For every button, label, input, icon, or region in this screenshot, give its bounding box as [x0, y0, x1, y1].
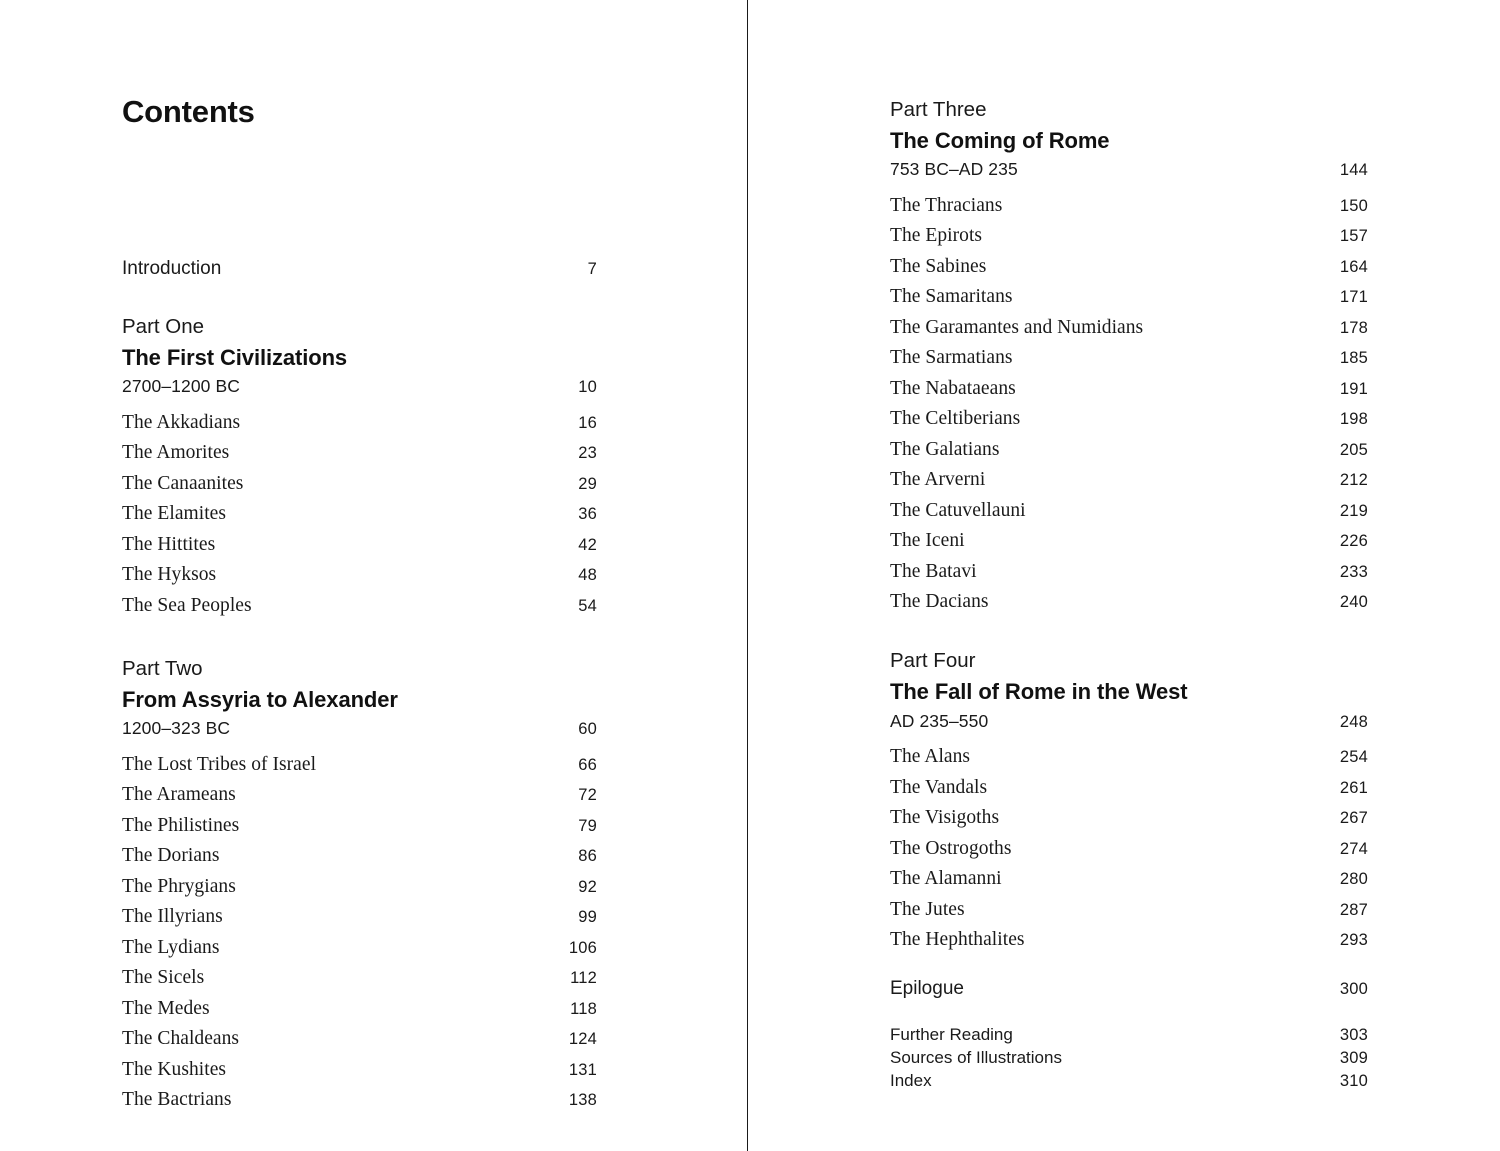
- part-block-three: [890, 96, 1500, 613]
- toc-chapter-label: The Jutes: [890, 898, 965, 920]
- toc-chapter-row[interactable]: [122, 967, 597, 989]
- toc-entry-introduction[interactable]: [122, 258, 597, 280]
- toc-chapter-row[interactable]: [890, 256, 1368, 278]
- toc-entry-sources-of-illustrations[interactable]: [890, 1048, 1368, 1068]
- toc-chapter-page: 157: [1339, 227, 1368, 246]
- toc-chapter-page: 42: [578, 535, 597, 554]
- toc-chapter-row[interactable]: [890, 195, 1368, 217]
- toc-chapter-page: 54: [578, 596, 597, 615]
- toc-chapter-row[interactable]: [122, 845, 597, 867]
- toc-chapter-label: The Lydians: [122, 936, 220, 958]
- toc-chapter-row[interactable]: [890, 378, 1368, 400]
- part-title[interactable]: The First Civilizations: [122, 344, 348, 370]
- part-kicker: Part One: [122, 315, 205, 338]
- toc-chapter-label: The Sea Peoples: [122, 594, 252, 616]
- toc-chapter-page: 205: [1339, 440, 1368, 459]
- toc-chapter-page: 219: [1339, 501, 1368, 520]
- toc-chapter-page: 233: [1339, 562, 1368, 581]
- part-title[interactable]: From Assyria to Alexander: [122, 686, 398, 712]
- toc-chapter-label: The Thracians: [890, 194, 1003, 216]
- toc-chapter-row[interactable]: [122, 1089, 597, 1111]
- toc-chapter-page: 106: [568, 938, 597, 957]
- toc-chapter-page: 185: [1339, 349, 1368, 368]
- toc-chapter-page: 171: [1339, 288, 1368, 307]
- toc-entry-further-reading[interactable]: [890, 1025, 1368, 1045]
- toc-entry-page: 303: [1339, 1026, 1368, 1045]
- part-block-two: [122, 655, 747, 1111]
- toc-chapter-label: The Nabataeans: [890, 377, 1016, 399]
- toc-chapter-page: 23: [578, 444, 597, 463]
- toc-chapter-label: The Hyksos: [122, 564, 217, 586]
- toc-chapter-row[interactable]: [890, 439, 1368, 461]
- toc-chapter-row[interactable]: [890, 317, 1368, 339]
- toc-chapter-row[interactable]: [122, 412, 597, 434]
- toc-chapter-label: The Garamantes and Numidians: [890, 316, 1144, 338]
- part-dates-label: AD 235–550: [890, 710, 989, 731]
- toc-chapter-row[interactable]: [890, 777, 1368, 799]
- toc-chapter-page: 287: [1339, 900, 1368, 919]
- toc-chapter-page: 99: [578, 908, 597, 927]
- toc-chapter-row[interactable]: [890, 408, 1368, 430]
- part-title[interactable]: The Fall of Rome in the West: [890, 679, 1188, 705]
- toc-entry-label: Sources of Illustrations: [890, 1048, 1062, 1068]
- part-block-one: [122, 313, 747, 617]
- part-dates-row[interactable]: [122, 376, 597, 397]
- part-kicker: Part Two: [122, 656, 203, 680]
- toc-chapter-label: The Canaanites: [122, 472, 244, 494]
- part-dates-row[interactable]: [890, 711, 1368, 732]
- toc-chapter-label: The Bactrians: [122, 1089, 232, 1111]
- toc-chapter-label: The Celtiberians: [890, 408, 1021, 430]
- toc-chapter-label: The Alamanni: [890, 868, 1002, 890]
- part-dates-page: 10: [578, 378, 597, 397]
- toc-chapter-page: 267: [1339, 809, 1368, 828]
- toc-entry-epilogue[interactable]: [890, 978, 1368, 1000]
- toc-chapter-page: 226: [1339, 532, 1368, 551]
- toc-chapter-row[interactable]: [122, 876, 597, 898]
- part-dates-page: 248: [1339, 712, 1368, 731]
- toc-chapter-page: 124: [568, 1030, 597, 1049]
- toc-chapter-page: 66: [578, 755, 597, 774]
- toc-chapter-label: The Illyrians: [122, 906, 223, 928]
- toc-chapter-row[interactable]: [122, 442, 597, 464]
- toc-chapter-label: The Lost Tribes of Israel: [122, 753, 317, 775]
- toc-chapter-label: The Galatians: [890, 438, 1000, 460]
- toc-chapter-row[interactable]: [122, 815, 597, 837]
- toc-chapter-label: The Vandals: [890, 776, 988, 798]
- toc-chapter-page: 79: [578, 816, 597, 835]
- toc-chapter-row[interactable]: [122, 906, 597, 928]
- toc-entry-label: Epilogue: [890, 978, 964, 1000]
- toc-chapter-row[interactable]: [890, 225, 1368, 247]
- toc-chapter-page: 191: [1339, 379, 1368, 398]
- toc-chapter-page: 118: [570, 999, 597, 1018]
- toc-chapter-label: The Phrygians: [122, 875, 236, 897]
- right-page: [748, 0, 1500, 1151]
- toc-entry-label: Introduction: [122, 258, 222, 279]
- toc-chapter-label: The Philistines: [122, 814, 240, 836]
- toc-chapter-page: 164: [1339, 257, 1368, 276]
- toc-chapter-label: The Iceni: [890, 530, 965, 552]
- toc-chapter-page: 274: [1339, 839, 1368, 858]
- toc-chapter-page: 280: [1339, 870, 1368, 889]
- toc-chapter-label: The Sicels: [122, 967, 205, 989]
- toc-entry-label: Index: [890, 1071, 932, 1091]
- toc-entry-page: 7: [587, 260, 597, 278]
- toc-chapter-label: The Ostrogoths: [890, 837, 1012, 859]
- toc-chapter-page: 240: [1339, 593, 1368, 612]
- toc-chapter-page: 112: [570, 969, 597, 988]
- toc-chapter-page: 261: [1339, 778, 1368, 797]
- part-dates-page: 60: [578, 720, 597, 739]
- toc-chapter-row[interactable]: [890, 469, 1368, 491]
- toc-chapter-label: The Arameans: [122, 784, 236, 806]
- toc-chapter-page: 138: [568, 1091, 597, 1110]
- toc-chapter-row[interactable]: [122, 1028, 597, 1050]
- toc-chapter-label: The Dacians: [890, 591, 989, 613]
- part-block-four: [890, 647, 1500, 951]
- toc-entry-page: 310: [1339, 1072, 1368, 1091]
- backmatter-list: [890, 1025, 1500, 1091]
- left-page: [0, 0, 748, 1151]
- part-dates-page: 144: [1339, 161, 1368, 180]
- toc-chapter-page: 72: [578, 786, 597, 805]
- part-dates-label: 1200–323 BC: [122, 718, 231, 739]
- toc-entry-index[interactable]: [890, 1071, 1368, 1091]
- toc-chapter-page: 178: [1339, 318, 1368, 337]
- toc-chapter-label: The Amorites: [122, 442, 230, 464]
- toc-chapter-label: The Elamites: [122, 503, 227, 525]
- toc-chapter-row[interactable]: [890, 591, 1368, 613]
- toc-chapter-row[interactable]: [890, 561, 1368, 583]
- part-title[interactable]: The Coming of Rome: [890, 127, 1110, 153]
- toc-chapter-row[interactable]: [890, 838, 1368, 860]
- toc-chapter-row[interactable]: [890, 929, 1368, 951]
- toc-chapter-label: The Hittites: [122, 533, 216, 555]
- toc-chapter-label: The Chaldeans: [122, 1028, 240, 1050]
- toc-chapter-label: The Hephthalites: [890, 929, 1025, 951]
- toc-entry-label: Further Reading: [890, 1025, 1013, 1045]
- part-dates-row[interactable]: [890, 159, 1368, 180]
- toc-chapter-label: The Kushites: [122, 1058, 227, 1080]
- toc-chapter-row[interactable]: [890, 347, 1368, 369]
- toc-chapter-page: 198: [1339, 410, 1368, 429]
- part-kicker: Part Three: [890, 98, 987, 121]
- toc-chapter-page: 293: [1339, 931, 1368, 950]
- toc-chapter-row[interactable]: [122, 1059, 597, 1081]
- toc-chapter-page: 16: [578, 413, 597, 432]
- toc-chapter-label: The Samaritans: [890, 286, 1013, 308]
- toc-chapter-page: 254: [1339, 748, 1368, 767]
- toc-chapter-label: The Batavi: [890, 560, 977, 582]
- toc-chapter-page: 48: [578, 566, 597, 585]
- part-kicker: Part Four: [890, 649, 976, 673]
- toc-chapter-label: The Arverni: [890, 469, 986, 491]
- page-title: Contents: [122, 94, 255, 129]
- toc-chapter-row[interactable]: [122, 503, 597, 525]
- toc-chapter-row[interactable]: [122, 998, 597, 1020]
- toc-chapter-row[interactable]: [122, 595, 597, 617]
- toc-chapter-row[interactable]: [122, 784, 597, 806]
- toc-chapter-label: The Epirots: [890, 225, 983, 247]
- toc-chapter-page: 29: [578, 474, 597, 493]
- toc-chapter-label: The Sarmatians: [890, 347, 1013, 369]
- toc-chapter-label: The Visigoths: [890, 807, 1000, 829]
- toc-entry-page: 300: [1339, 980, 1368, 999]
- toc-chapter-page: 212: [1339, 471, 1368, 490]
- toc-chapter-label: The Sabines: [890, 255, 987, 277]
- toc-chapter-page: 150: [1339, 196, 1368, 215]
- toc-chapter-row[interactable]: [890, 530, 1368, 552]
- toc-chapter-row[interactable]: [122, 534, 597, 556]
- toc-chapter-row[interactable]: [890, 500, 1368, 522]
- toc-chapter-label: The Catuvellauni: [890, 499, 1026, 521]
- toc-chapter-row[interactable]: [890, 286, 1368, 308]
- toc-chapter-label: The Akkadians: [122, 411, 241, 433]
- toc-chapter-row[interactable]: [890, 746, 1368, 768]
- toc-chapter-row[interactable]: [122, 473, 597, 495]
- part-dates-label: 2700–1200 BC: [122, 376, 240, 397]
- toc-chapter-page: 86: [578, 847, 597, 866]
- toc-chapter-page: 131: [568, 1060, 597, 1079]
- toc-chapter-row[interactable]: [122, 937, 597, 959]
- toc-chapter-row[interactable]: [890, 868, 1368, 890]
- toc-chapter-row[interactable]: [122, 754, 597, 776]
- toc-chapter-label: The Dorians: [122, 845, 220, 867]
- toc-entry-page: 309: [1339, 1049, 1368, 1068]
- toc-chapter-label: The Medes: [122, 997, 210, 1019]
- toc-chapter-row[interactable]: [890, 807, 1368, 829]
- part-dates-label: 753 BC–AD 235: [890, 159, 1018, 180]
- part-dates-row[interactable]: [122, 718, 597, 739]
- toc-chapter-row[interactable]: [890, 899, 1368, 921]
- toc-chapter-row[interactable]: [122, 564, 597, 586]
- toc-chapter-page: 36: [578, 505, 597, 524]
- toc-chapter-label: The Alans: [890, 746, 971, 768]
- toc-chapter-page: 92: [578, 877, 597, 896]
